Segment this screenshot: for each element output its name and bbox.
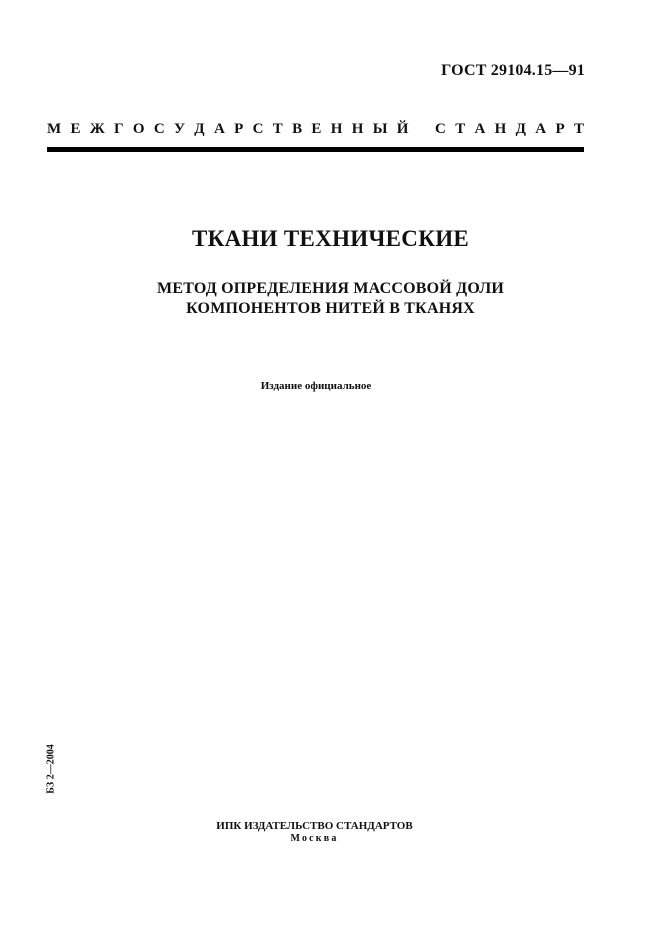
standard-type-letter: О [132,121,145,137]
subtitle-line: МЕТОД ОПРЕДЕЛЕНИЯ МАССОВОЙ ДОЛИ [157,280,504,297]
standard-type-letter: Т [455,121,466,137]
standard-type-letter: Ы [372,121,388,137]
standard-type-letter: Д [515,121,526,137]
standard-type-letter: Й [396,121,409,137]
page-title: ТКАНИ ТЕХНИЧЕСКИЕ [191,226,470,251]
standard-type-letter: С [435,121,446,137]
subtitle-line: КОМПОНЕНТОВ НИТЕЙ В ТКАНЯХ [186,300,475,317]
header-rule [47,147,584,152]
standard-type-letter: В [292,121,303,137]
standard-type-letter: Р [555,121,565,137]
edition-note: Издание официальное [260,380,372,392]
standard-type-letter: Н [330,121,343,137]
document-code: ГОСТ 29104.15—91 [441,62,585,79]
standard-type-letter: Т [573,121,584,137]
standard-type-letter: С [252,121,264,137]
standard-type-letter: М [47,121,62,137]
standard-type-letter: Р [234,121,244,137]
publisher-name: ИПК ИЗДАТЕЛЬСТВО СТАНДАРТОВ [216,820,413,832]
standard-type-letter: А [213,121,225,137]
standard-type-heading [47,121,584,138]
standard-type-letter: Е [311,121,322,137]
standard-type-letter: С [153,121,165,137]
standard-type-letter: У [173,121,185,137]
publisher-city: Москва [290,833,339,844]
side-mark-text: БЗ 2—2004 [45,744,56,794]
standard-type-letter: Д [194,121,205,137]
standard-type-letter: Ж [89,121,105,137]
standard-type-letter: Н [494,121,507,137]
side-mark [43,739,58,799]
standard-type-letter: А [535,121,547,137]
page-subtitle [0,279,661,319]
standard-type-letter: Т [272,121,283,137]
standard-type-letter: А [474,121,486,137]
standard-type-word-gap [418,121,426,138]
standard-type-letter: Н [351,121,364,137]
standard-type-letter: Е [70,121,81,137]
standard-type-letter: Г [113,121,124,137]
